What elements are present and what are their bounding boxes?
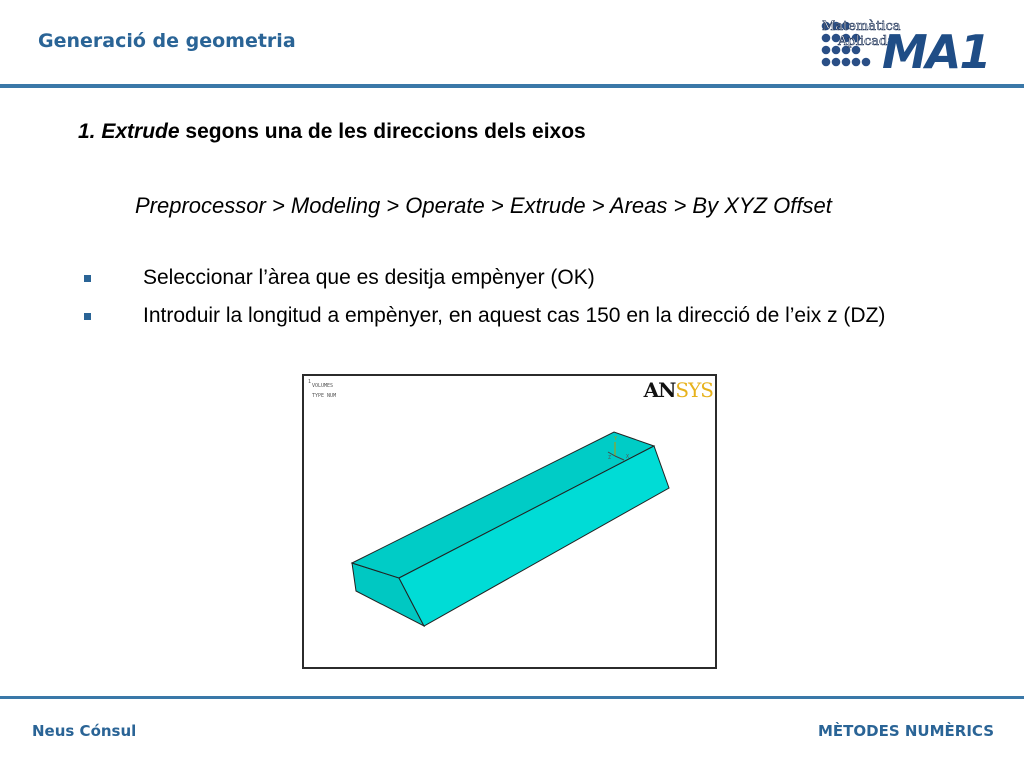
- heading-rest: segons una de les direccions dels eixos: [185, 120, 586, 143]
- bullet-list: [80, 263, 1000, 339]
- bullet-text: Introduir la longitud a empènyer, en aquest cas 150 en la direcció de l’eix z (DZ): [143, 304, 886, 327]
- triad-z-label: Z: [608, 455, 612, 461]
- figure-tiny-label: 1: [308, 379, 312, 385]
- footer-author: Neus Cónsul: [32, 722, 137, 740]
- figure-tiny-label: VOLUMES: [312, 383, 334, 389]
- bullet-text: Seleccionar l’àrea que es desitja empènyer (OK): [143, 266, 595, 289]
- brand-part-sys: SYS: [675, 378, 713, 402]
- bullet-item: [80, 263, 1000, 293]
- footer-course: MÈTODES NUMÈRICS: [817, 722, 994, 740]
- logo-mark: MA1: [882, 25, 990, 72]
- heading-number: 1.: [78, 120, 96, 143]
- triad-y-label: Y: [614, 436, 618, 442]
- bullet-item: [80, 301, 1000, 331]
- section-heading: [78, 120, 586, 144]
- footer-divider: [0, 696, 1024, 699]
- ansys-brand-logo: [644, 378, 713, 402]
- logo-line2: Aplicada: [838, 34, 896, 49]
- heading-emphasis: Extrude: [101, 120, 180, 143]
- ansys-extrude-figure: [302, 374, 717, 669]
- logo-line1: Matemàtica: [822, 19, 901, 34]
- bullet-square-icon: [84, 275, 91, 282]
- figure-tiny-label: TYPE NUM: [312, 393, 337, 399]
- menu-path-text: Preprocessor > Modeling > Operate > Extrude > Areas > By XYZ Offset: [135, 193, 832, 218]
- slide-header-title: Generació de geometria: [38, 30, 296, 52]
- bullet-square-icon: [84, 313, 91, 320]
- extruded-solid-drawing: [304, 376, 717, 669]
- ma1-logo: [818, 14, 1000, 72]
- triad-x-label: X: [626, 454, 630, 460]
- brand-part-an: AN: [643, 378, 676, 402]
- header-divider: [0, 84, 1024, 88]
